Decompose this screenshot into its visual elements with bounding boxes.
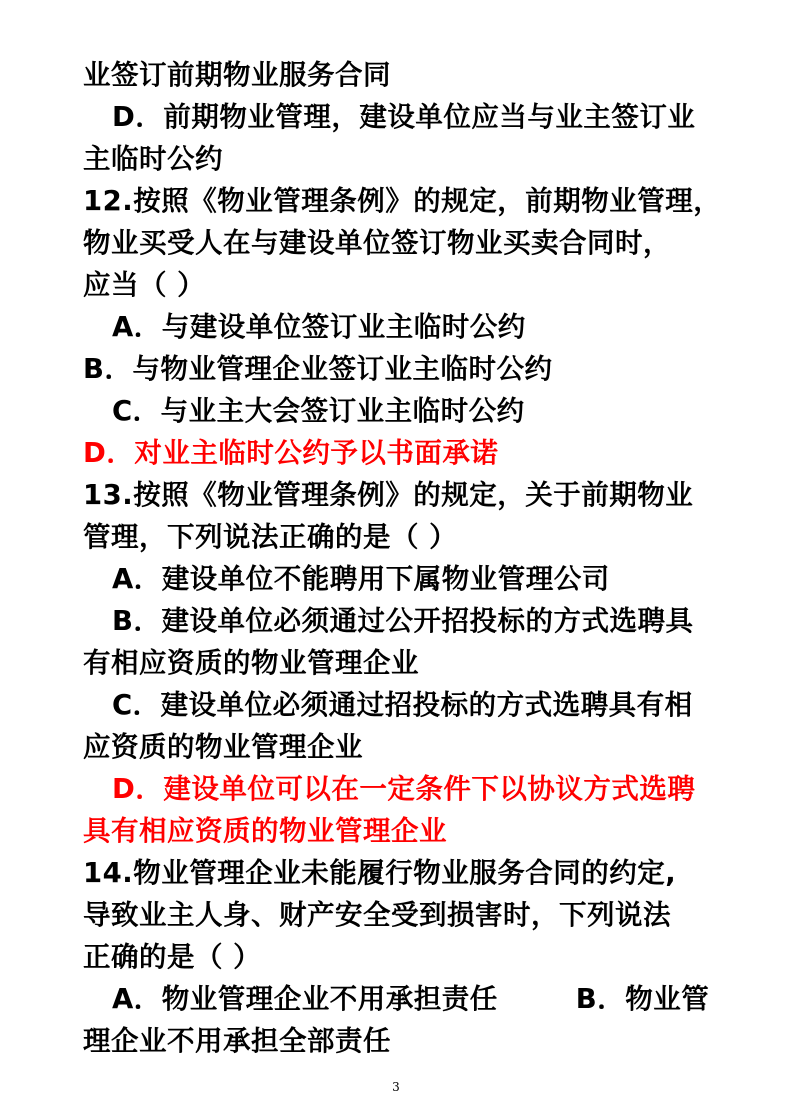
q12-option-b: B．与物业管理企业签订业主临时公约 bbox=[83, 353, 553, 385]
q14-option-a: A．物业管理企业不用承担责任 bbox=[112, 983, 498, 1015]
q11-option-d: D．前期物业管理，建设单位应当与业主签订业 bbox=[112, 101, 696, 133]
q13-option-c-continuation: 应资质的物业管理企业 bbox=[83, 731, 363, 763]
q13-stem-line-2: 管理，下列说法正确的是（ ） bbox=[83, 521, 458, 553]
q12-stem-line-2: 物业买受人在与建设单位签订物业买卖合同时， bbox=[83, 227, 671, 259]
q14-options-line bbox=[112, 980, 709, 1018]
q13-option-c: C．建设单位必须通过招投标的方式选聘具有相 bbox=[112, 689, 693, 721]
q11-option-c-continuation: 业签订前期物业服务合同 bbox=[83, 59, 391, 91]
q14-stem-line-2: 导致业主人身、财产安全受到损害时，下列说法 bbox=[83, 899, 671, 931]
q13-option-a: A．建设单位不能聘用下属物业管理公司 bbox=[112, 563, 610, 595]
q11-option-d-continuation: 主临时公约 bbox=[83, 143, 223, 175]
q14-stem-line-3: 正确的是（ ） bbox=[83, 941, 262, 973]
q14-option-b: B．物业管 bbox=[575, 983, 710, 1015]
q13-option-b-continuation: 有相应资质的物业管理企业 bbox=[83, 647, 419, 679]
q12-option-d-answer: D．对业主临时公约予以书面承诺 bbox=[83, 437, 499, 469]
q12-option-c: C．与业主大会签订业主临时公约 bbox=[112, 395, 525, 427]
page-number: 3 bbox=[392, 1080, 400, 1094]
q14-stem-line-1: 14.物业管理企业未能履行物业服务合同的约定, bbox=[83, 857, 677, 889]
q13-stem-line-1: 13.按照《物业管理条例》的规定，关于前期物业 bbox=[83, 479, 694, 511]
q13-option-b: B．建设单位必须通过公开招投标的方式选聘具 bbox=[112, 605, 694, 637]
q12-stem-line-3: 应当（ ） bbox=[83, 269, 206, 301]
q13-option-d-answer: D．建设单位可以在一定条件下以协议方式选聘 bbox=[112, 773, 696, 805]
q13-option-d-answer-continuation: 具有相应资质的物业管理企业 bbox=[83, 815, 447, 847]
q14-option-b-continuation: 理企业不用承担全部责任 bbox=[83, 1025, 391, 1057]
q12-option-a: A．与建设单位签订业主临时公约 bbox=[112, 311, 526, 343]
q12-stem-line-1: 12.按照《物业管理条例》的规定，前期物业管理， bbox=[83, 185, 722, 217]
